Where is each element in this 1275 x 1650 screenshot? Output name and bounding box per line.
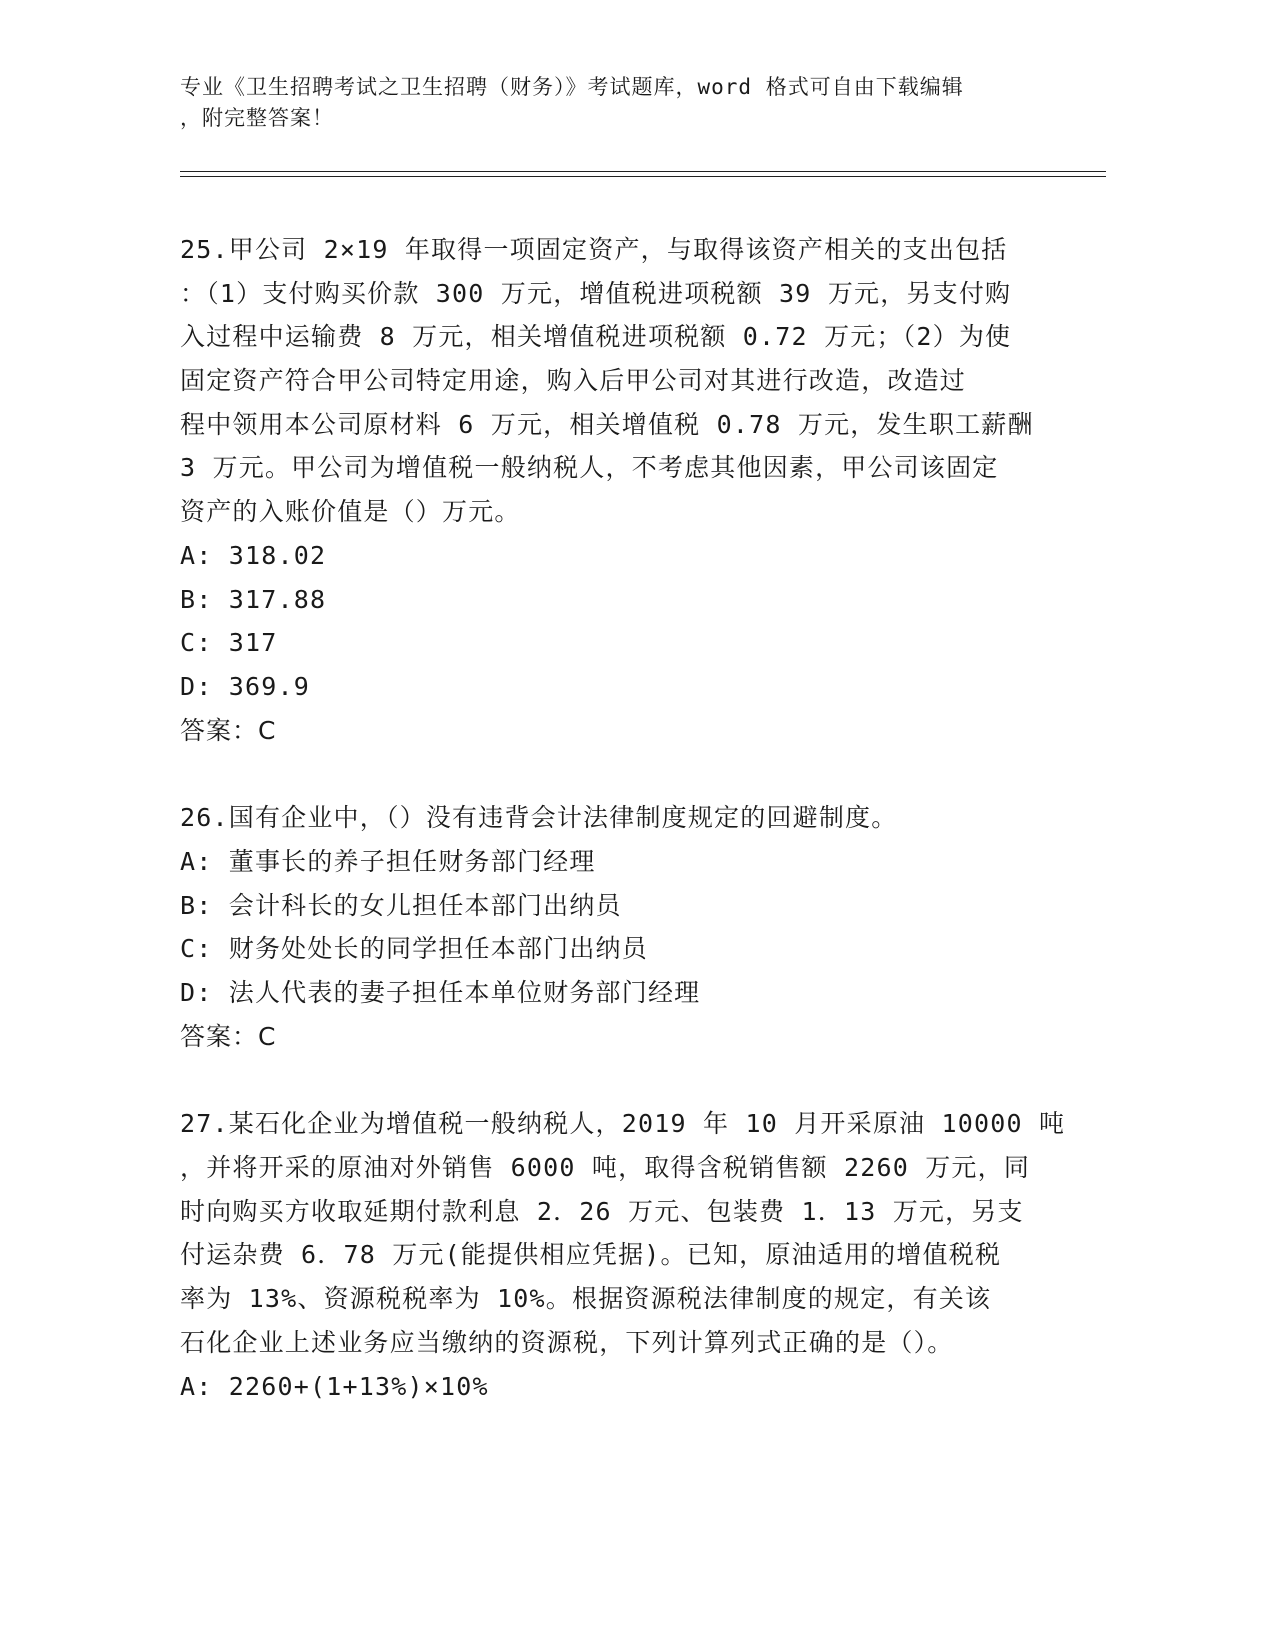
question-stem-line: 26.国有企业中，（）没有违背会计法律制度规定的回避制度。 — [180, 803, 898, 833]
question-spacer — [180, 1058, 1080, 1102]
option-b: B: 会计科长的女儿担任本部门出纳员 — [180, 890, 622, 920]
option-c: C: 317 — [180, 628, 278, 658]
question-stem-line: 石化企业上述业务应当缴纳的资源税，下列计算列式正确的是（）。 — [180, 1327, 954, 1357]
question-27 — [180, 1102, 1080, 1408]
header-divider-bottom — [180, 176, 1106, 177]
document-header — [180, 72, 1040, 134]
option-c: C: 财务处处长的同学担任本部门出纳员 — [180, 934, 648, 964]
option-a: A: 318.02 — [180, 540, 327, 570]
answer-text: 答案：C — [180, 715, 277, 745]
question-stem-line: 固定资产符合甲公司特定用途，购入后甲公司对其进行改造，改造过 — [180, 366, 967, 396]
question-25 — [180, 228, 1080, 752]
question-stem-line: 资产的入账价值是（）万元。 — [180, 497, 521, 527]
option-d: D: 法人代表的妻子担任本单位财务部门经理 — [180, 978, 701, 1007]
question-stem-line: 25.甲公司 2×19 年取得一项固定资产，与取得该资产相关的支出包括 — [180, 235, 1008, 264]
question-spacer — [180, 752, 1080, 796]
question-list — [180, 228, 1080, 1408]
question-stem-line: 时向购买方收取延期付款利息 2．26 万元、包装费 1．13 万元，另支 — [180, 1196, 1024, 1226]
answer-text: 答案：C — [180, 1021, 277, 1051]
question-stem-line: 率为 13%、资源税税率为 10%。根据资源税法律制度的规定，有关该 — [180, 1284, 992, 1314]
option-a: A: 董事长的养子担任财务部门经理 — [180, 846, 596, 876]
question-stem-line: 27.某石化企业为增值税一般纳税人，2019 年 10 月开采原油 10000 吨 — [180, 1109, 1066, 1139]
header-line-2: ，附完整答案！ — [180, 106, 334, 130]
question-stem-line: 3 万元。甲公司为增值税一般纳税人，不考虑其他因素，甲公司该固定 — [180, 453, 999, 483]
option-a: A: 2260+(1+13%)×10% — [180, 1371, 489, 1401]
question-stem-line: ：（1）支付购买价款 300 万元，增值税进项税额 39 万元，另支付购 — [180, 278, 1012, 308]
question-stem-line: 付运杂费 6．78 万元(能提供相应凭据)。已知，原油适用的增值税税 — [180, 1240, 1002, 1270]
question-stem-line: 程中领用本公司原材料 6 万元，相关增值税 0.78 万元，发生职工薪酬 — [180, 409, 1034, 439]
question-26 — [180, 796, 1080, 1058]
option-b: B: 317.88 — [180, 584, 327, 614]
question-stem-line: ，并将开采的原油对外销售 6000 吨，取得含税销售额 2260 万元，同 — [180, 1153, 1031, 1183]
header-line-1: 专业《卫生招聘考试之卫生招聘（财务）》考试题库，word 格式可自由下载编辑 — [180, 75, 964, 99]
question-stem-line: 入过程中运输费 8 万元，相关增值税进项税额 0.72 万元；（2）为使 — [180, 322, 1012, 352]
header-divider-top — [180, 171, 1106, 172]
option-d: D: 369.9 — [180, 671, 311, 701]
